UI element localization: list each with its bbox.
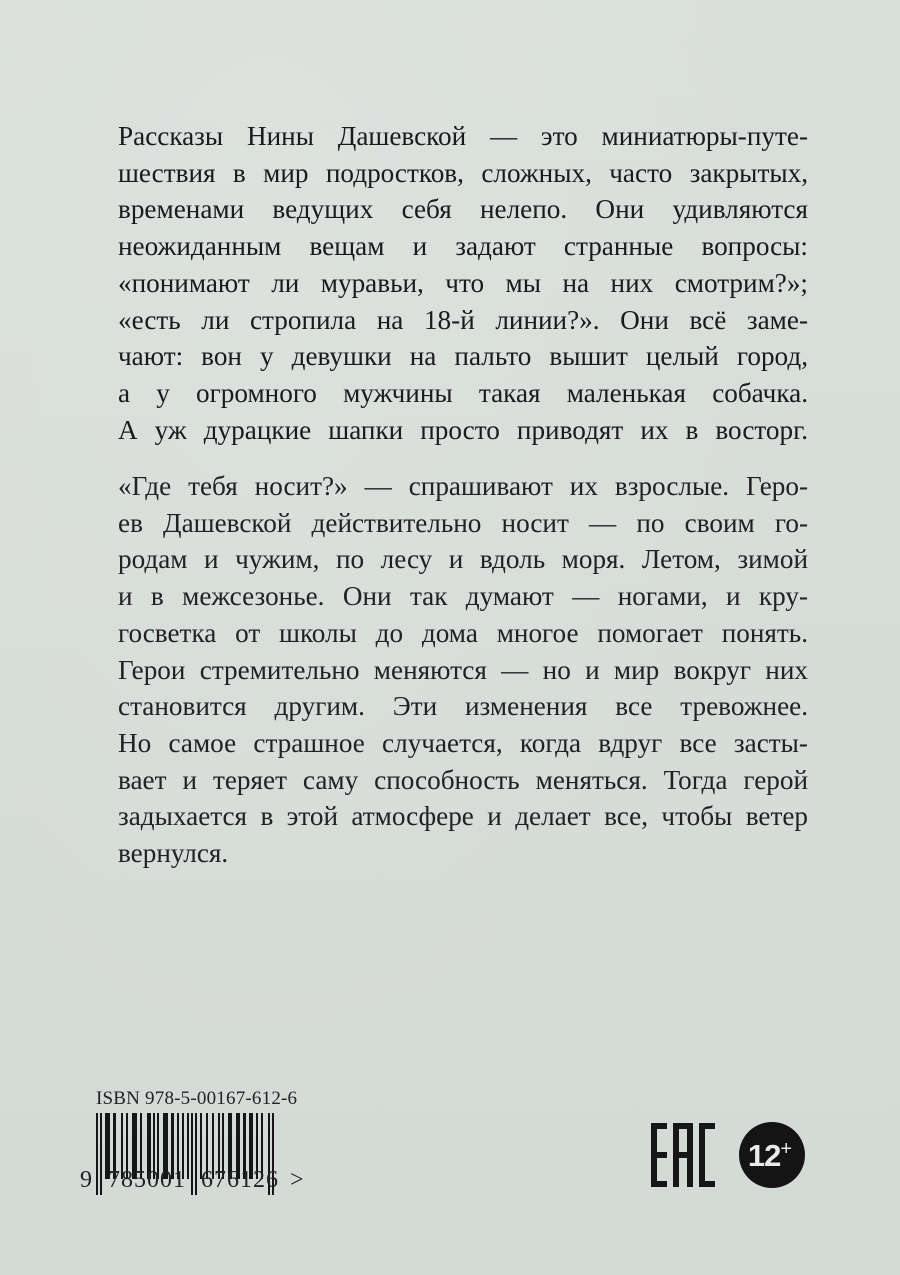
- text-line: становится другим. Эти изменения все тревожнее.: [118, 691, 808, 722]
- age-rating-number: 12: [747, 1137, 781, 1173]
- annotation-paragraph-1: [118, 118, 808, 448]
- text-line: и в межсезонье. Они так думают — ногами, и кру-: [118, 581, 808, 612]
- text-line: неожиданным вещам и задают странные вопросы:: [118, 231, 808, 262]
- text-line: ев Дашевской действительно носит — по своим го-: [118, 507, 808, 538]
- barcode-lead-digit: 9: [80, 1167, 92, 1193]
- age-rating-badge: [739, 1122, 805, 1188]
- barcode-right-digits: 676126: [201, 1167, 279, 1193]
- annotation-paragraph-2: [118, 468, 808, 872]
- isbn-label: ISBN 978-5-00167-612-6: [96, 1088, 298, 1109]
- text-line: вернулся.: [118, 838, 229, 869]
- text-line: «есть ли стропила на 18-й линии?». Они всё заме-: [118, 304, 808, 335]
- text-line: Но самое страшное случается, когда вдруг все засты-: [118, 727, 808, 758]
- barcode-quiet-zone-marker: >: [290, 1167, 304, 1193]
- text-line: А уж дурацкие шапки просто приводят их в восторг.: [118, 414, 808, 445]
- text-line: чают: вон у девушки на пальто вышит целый город,: [118, 341, 808, 372]
- text-line: Герои стремительно меняются — но и мир вокруг них: [118, 654, 808, 685]
- barcode-left-digits: 785001: [108, 1167, 186, 1193]
- text-line: задыхается в этой атмосфере и делает все, чтобы ветер: [118, 801, 808, 832]
- age-rating-plus: +: [780, 1138, 793, 1160]
- text-line: госветка от школы до дома многое помогает понять.: [118, 617, 808, 648]
- text-line: временами ведущих себя нелепо. Они удивляются: [118, 194, 808, 225]
- eac-certification-icon: [651, 1123, 715, 1187]
- text-line: родам и чужим, по лесу и вдоль моря. Летом, зимой: [118, 544, 808, 575]
- text-line: а у огромного мужчины такая маленькая собачка.: [118, 377, 808, 408]
- text-line: «Где тебя носит?» — спрашивают их взрослые. Геро-: [118, 471, 808, 501]
- text-line: вает и теряет саму способность меняться. Тогда герой: [118, 764, 808, 795]
- text-line: шествия в мир подростков, сложных, часто закрытых,: [118, 157, 808, 188]
- text-line: «понимают ли муравьи, что мы на них смотрим?»;: [118, 267, 808, 298]
- text-line: Рассказы Нины Дашевской — это миниатюры-путе-: [118, 121, 808, 151]
